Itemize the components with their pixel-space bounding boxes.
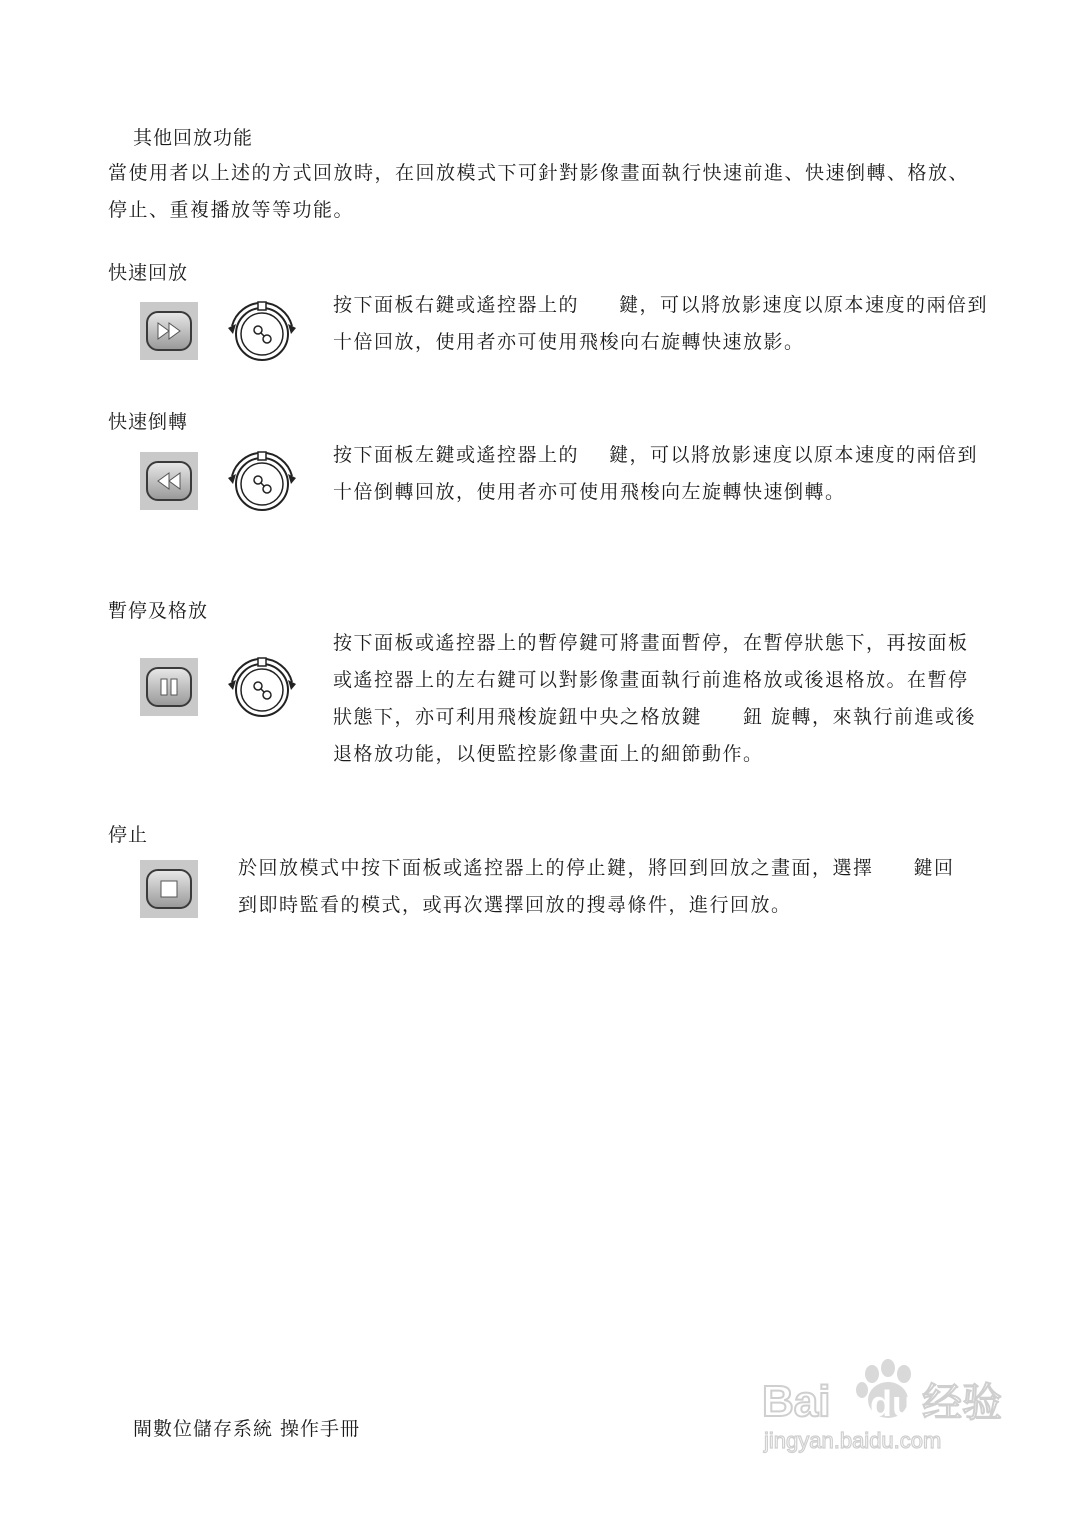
pause-line-1: 按下面板或遙控器上的暫停鍵可將畫面暫停，在暫停狀態下，再按面板 <box>333 632 969 654</box>
pause-icon <box>140 658 198 716</box>
jog-shuttle-dial-icon <box>224 444 300 520</box>
fast-play-line1-before: 按下面板右鍵或遙控器上的 <box>333 294 580 316</box>
fast-rewind-line2: 十倍倒轉回放，使用者亦可使用飛梭向左旋轉快速倒轉。 <box>333 481 846 503</box>
stop-line1-after: 鍵回 <box>913 857 955 879</box>
rewind-button <box>140 452 198 510</box>
svg-text:经验: 经验 <box>922 1380 1002 1426</box>
jog-shuttle-dial-icon <box>224 650 300 726</box>
stop-line2: 到即時監看的模式，或再次選擇回放的搜尋條件，進行回放。 <box>238 894 792 916</box>
stop-icon <box>140 860 198 918</box>
footer-text: 閘數位儲存系統 操作手冊 <box>133 1418 361 1440</box>
rewind-icon <box>140 452 198 510</box>
intro-paragraph <box>108 155 1008 229</box>
fast-play-line2: 十倍回放，使用者亦可使用飛梭向右旋轉快速放影。 <box>333 331 805 353</box>
fast-rewind-line1-after: 鍵，可以將放影速度以原本速度的兩倍到 <box>609 444 979 466</box>
fast-rewind-heading: 快速倒轉 <box>108 411 189 433</box>
svg-text:jingyan.baidu.com: jingyan.baidu.com <box>764 1428 942 1453</box>
intro-line-2: 停止、重複播放等等功能。 <box>108 199 355 221</box>
pause-paragraph <box>333 625 1013 773</box>
intro-line-1: 當使用者以上述的方式回放時，在回放模式下可針對影像畫面執行快速前進、快速倒轉、格放、 <box>108 162 970 184</box>
jog-shuttle-dial-icon <box>224 294 300 370</box>
fast-forward-button <box>140 302 198 360</box>
fast-play-paragraph <box>333 287 1013 361</box>
fast-forward-icon <box>140 302 198 360</box>
fast-rewind-line1-before: 按下面板左鍵或遙控器上的 <box>333 444 580 466</box>
stop-paragraph <box>238 850 1008 924</box>
section-title: 其他回放功能 <box>133 127 254 149</box>
fast-play-heading: 快速回放 <box>108 262 189 284</box>
baidu-watermark-logo <box>762 1356 1012 1456</box>
svg-text:Bai: Bai <box>762 1377 831 1426</box>
svg-text:du: du <box>870 1383 914 1424</box>
pause-line-3: 狀態下，亦可利用飛梭旋鈕中央之格放鍵 鈕 旋轉，來執行前進或後 <box>333 706 977 728</box>
fast-play-line1-after: 鍵，可以將放影速度以原本速度的兩倍到 <box>619 294 989 316</box>
stop-heading: 停止 <box>108 824 149 846</box>
stop-line1-before: 於回放模式中按下面板或遙控器上的停止鍵，將回到回放之畫面，選擇 <box>238 857 874 879</box>
pause-button <box>140 658 198 716</box>
pause-line-2: 或遙控器上的左右鍵可以對影像畫面執行前進格放或後退格放。在暫停 <box>333 669 969 691</box>
stop-button <box>140 860 198 918</box>
pause-heading: 暫停及格放 <box>108 600 209 622</box>
pause-line-4: 退格放功能，以便監控影像畫面上的細節動作。 <box>333 743 764 765</box>
fast-rewind-paragraph <box>333 437 1013 511</box>
